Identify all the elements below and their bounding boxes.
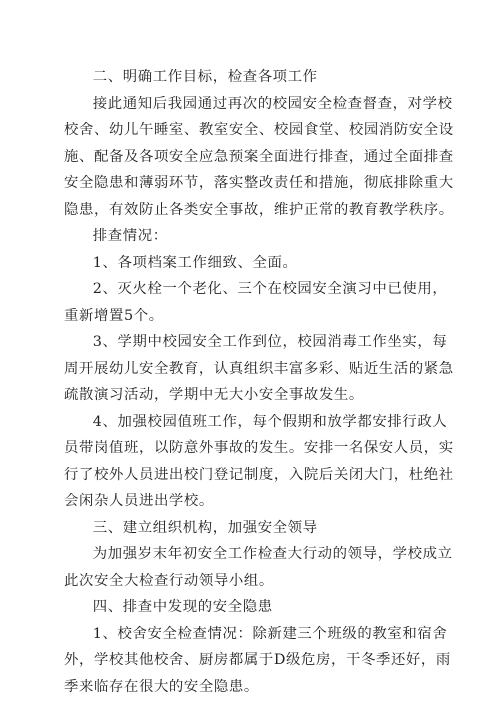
text-line: 1、校舍安全检查情况：除新建三个班级的教室和宿舍 xyxy=(92,625,448,642)
section-heading-hazards xyxy=(64,594,436,621)
text-line: 四、排查中发现的安全隐患 xyxy=(92,599,273,615)
list-item-3 xyxy=(64,329,454,409)
text-line: 行了校外人员进出校门登记制度，入院后关闭大门，杜绝社 xyxy=(64,466,454,483)
text-line: 为加强岁末年初安全工作检查大行动的领导，学校成立 xyxy=(92,546,453,562)
text-line: 此次安全大检查行动领导小组。 xyxy=(64,572,274,589)
text-line: 施、配备及各项安全应急预案全面进行排查，通过全面排查 xyxy=(64,148,454,165)
text-line: 安全隐患和薄弱环节，落实整改责任和措施，彻底排除重大 xyxy=(64,175,454,191)
paragraph-inspection-intro xyxy=(64,91,454,224)
list-item-2 xyxy=(64,276,448,329)
text-line: 会闲杂人员进出学校。 xyxy=(64,493,214,509)
text-line: 三、建立组织机构，加强安全领导 xyxy=(92,519,318,536)
text-line: 周开展幼儿安全教育，认真组织丰富多彩、贴近生活的紧急 xyxy=(64,360,454,377)
list-item-4 xyxy=(64,409,454,515)
subheading-inspection-status xyxy=(64,223,436,250)
text-line: 季来临存在很大的安全隐患。 xyxy=(64,678,259,695)
paragraph-building-safety xyxy=(64,621,451,701)
section-heading-organization xyxy=(64,515,436,542)
text-line: 接此通知后我园通过再次的校园安全检查督查，对学校 xyxy=(92,95,453,112)
section-heading-goals xyxy=(64,64,436,91)
text-line: 重新增置5个。 xyxy=(64,307,164,324)
paragraph-leadership-group xyxy=(64,541,453,594)
text-line: 员带岗值班，以防意外事故的发生。安排一名保安人员，实 xyxy=(64,440,454,456)
text-line: 二、明确工作目标，检查各项工作 xyxy=(92,69,318,85)
text-line: 外，学校其他校舍、厨房都属于D级危房，干冬季还好，雨 xyxy=(64,652,451,668)
text-line: 疏散演习活动，学期中无大小安全事故发生。 xyxy=(64,387,364,403)
text-line: 排查情况： xyxy=(92,228,168,244)
text-line: 1、各项档案工作细致、全面。 xyxy=(92,254,298,271)
text-line: 隐患，有效防止各类安全事故，维护正常的教育教学秩序。 xyxy=(64,201,454,218)
text-line: 4、加强校园值班工作，每个假期和放学都安排行政人 xyxy=(92,413,448,430)
text-line: 3、学期中校园安全工作到位，校园消毒工作坐实，每 xyxy=(92,334,448,350)
text-line: 校舍、幼儿午睡室、教室安全、校园食堂、校园消防安全设 xyxy=(64,122,454,138)
list-item-1 xyxy=(64,250,436,277)
text-line: 2、灭火栓一个老化、三个在校园安全演习中已使用， xyxy=(92,281,448,297)
